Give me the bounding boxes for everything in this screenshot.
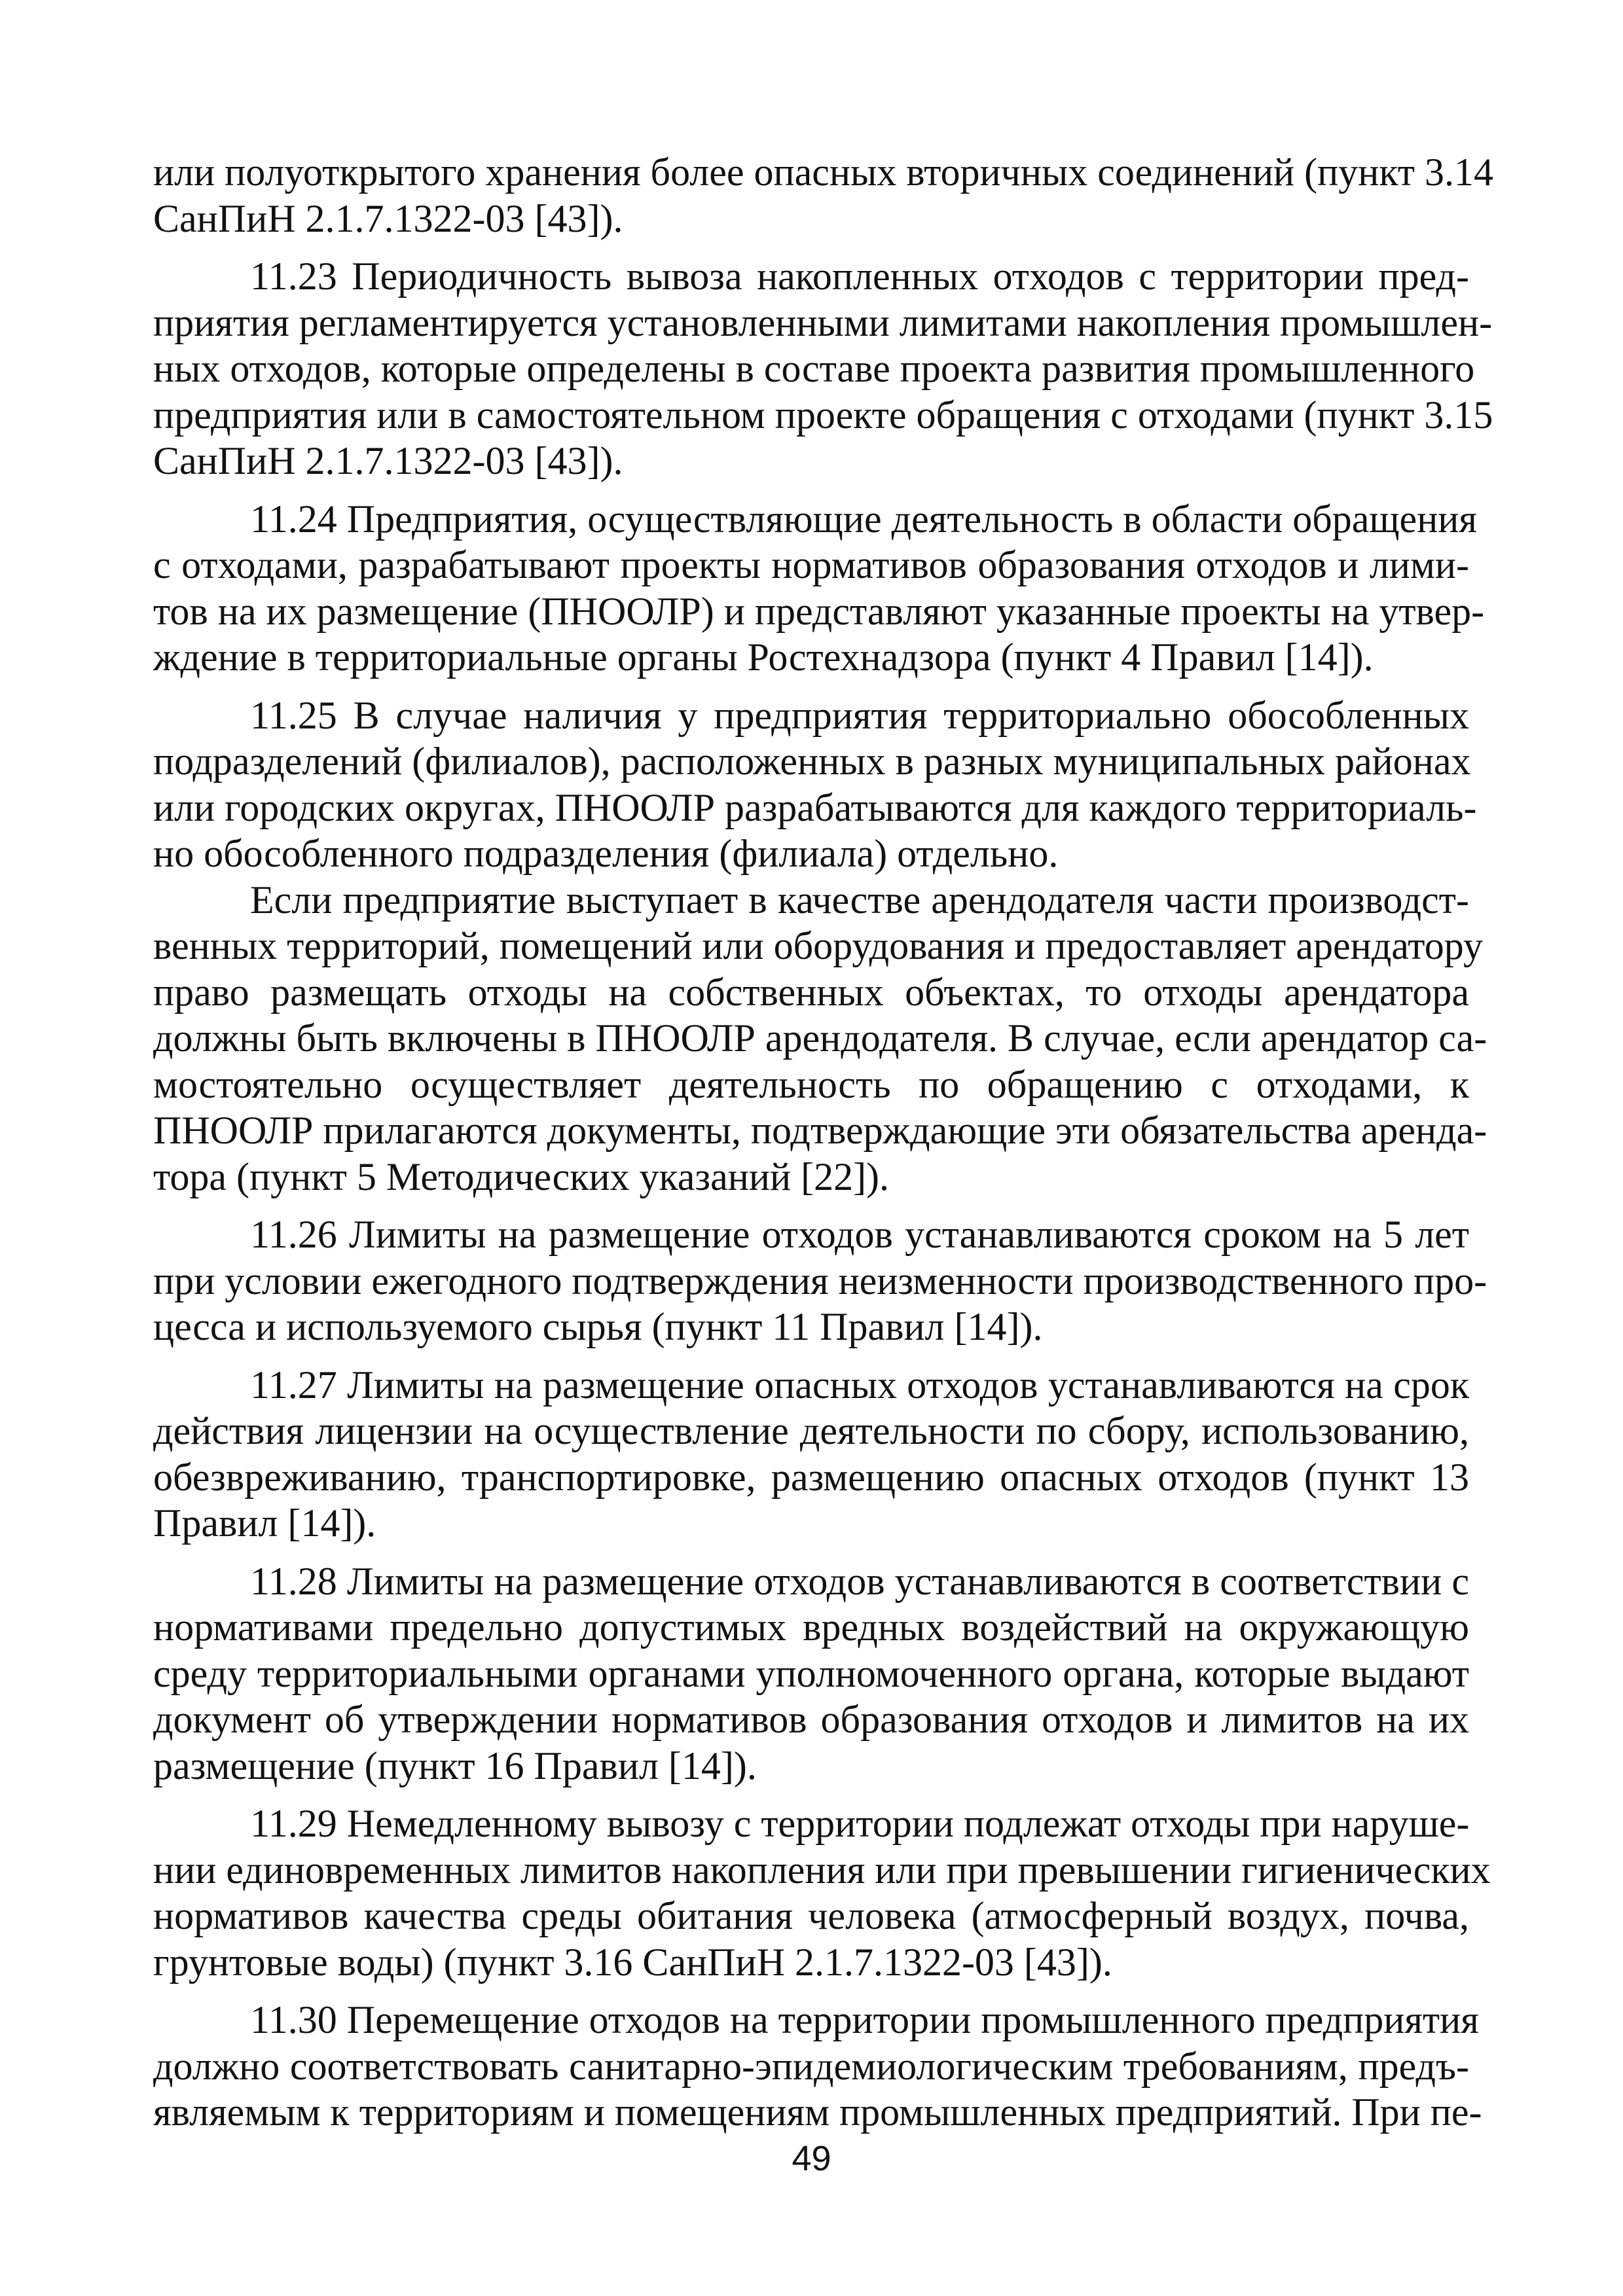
text-line: Если предприятие выступает в качестве арендодателя части производст- <box>250 878 1469 922</box>
text-line: цесса и используемого сырья (пункт 11 Правил [14]). <box>153 1305 1043 1348</box>
text-line: предприятия или в самостоятельном проекте обращения с отходами (пункт 3.15 <box>153 393 1493 437</box>
text-line: ных отходов, которые определены в составе проекта развития промышленного <box>153 347 1475 390</box>
text-line: нормативами предельно допустимых вредных воздействий на окружающую <box>153 1605 1469 1649</box>
text-line: при условии ежегодного подтверждения неизменности производственного про- <box>153 1259 1487 1302</box>
text-line: ждение в территориальные органы Ростехнадзора (пункт 4 Правил [14]). <box>153 636 1374 679</box>
text-line: размещение (пункт 16 Правил [14]). <box>153 1744 757 1787</box>
paragraph-11-25-continued <box>153 877 1487 1200</box>
text-line: 11.28 Лимиты на размещение отходов устанавливаются в соответствии с <box>250 1559 1469 1603</box>
text-line: тора (пункт 5 Методических указаний [22]). <box>153 1155 890 1198</box>
text-line: должно соответствовать санитарно-эпидемиологическим требованиям, предъ- <box>153 2044 1469 2088</box>
text-line: или городских округах, ПНООЛР разрабатываются для каждого территориаль- <box>153 785 1477 829</box>
paragraph-11-30 <box>153 1997 1482 2136</box>
text-line: нии единовременных лимитов накопления или при превышении гигиенических <box>153 1848 1491 1892</box>
paragraph-11-23 <box>153 253 1493 484</box>
text-line: 11.23 Периодичность вывоза накопленных отходов с территории пред- <box>250 255 1469 298</box>
text-line: грунтовые воды) (пункт 3.16 СанПиН 2.1.7.1322-03 [43]). <box>153 1940 1112 1984</box>
paragraph-11-26 <box>153 1211 1487 1350</box>
paragraph-11-25 <box>153 692 1477 877</box>
text-line: подразделений (филиалов), расположенных в разных муниципальных районах <box>153 740 1471 783</box>
text-line: 11.29 Немедленному вывозу с территории подлежат отходы при наруше- <box>250 1802 1470 1845</box>
text-line: обезвреживанию, транспортировке, размещению опасных отходов (пункт 13 <box>153 1455 1469 1499</box>
paragraph-11-27 <box>153 1362 1469 1547</box>
text-line: 11.24 Предприятия, осуществляющие деятельность в области обращения <box>250 497 1478 541</box>
text-line: СанПиН 2.1.7.1322-03 [43]). <box>153 196 623 240</box>
text-line: действия лицензии на осуществление деятельности по сбору, использованию, <box>153 1409 1469 1452</box>
paragraph-11-28 <box>153 1558 1469 1789</box>
text-line: но обособленного подразделения (филиала) отдельно. <box>153 832 1059 875</box>
text-line: Правил [14]). <box>153 1501 376 1545</box>
text-line: тов на их размещение (ПНООЛР) и представляют указанные проекты на утвер- <box>153 589 1485 633</box>
paragraph-11-29 <box>153 1801 1491 1985</box>
paragraph-11-24 <box>153 496 1485 681</box>
text-line: с отходами, разрабатывают проекты нормативов образования отходов и лими- <box>153 543 1469 586</box>
text-line: ПНООЛР прилагаются документы, подтверждающие эти обязательства аренда- <box>153 1109 1487 1152</box>
text-line: венных территорий, помещений или оборудования и предоставляет арендатору <box>153 924 1483 967</box>
text-line: нормативов качества среды обитания человека (атмосферный воздух, почва, <box>153 1894 1469 1937</box>
paragraph-intro <box>153 149 1493 242</box>
document-body <box>153 149 1493 2136</box>
text-line: должны быть включены в ПНООЛР арендодателя. В случае, если арендатор са- <box>153 1016 1487 1060</box>
text-line: или полуоткрытого хранения более опасных вторичных соединений (пункт 3.14 <box>153 151 1493 194</box>
text-line: являемым к территориям и помещениям промышленных предприятий. При пе- <box>153 2090 1482 2134</box>
text-line: право размещать отходы на собственных объектах, то отходы арендатора <box>153 970 1469 1014</box>
text-line: мостоятельно осуществляет деятельность по обращению с отходами, к <box>153 1062 1469 1106</box>
text-line: СанПиН 2.1.7.1322-03 [43]). <box>153 439 623 482</box>
text-line: 11.25 В случае наличия у предприятия территориально обособленных <box>250 693 1469 737</box>
text-line: среду территориальными органами уполномоченного органа, которые выдают <box>153 1651 1469 1695</box>
text-line: 11.26 Лимиты на размещение отходов устанавливаются сроком на 5 лет <box>250 1213 1469 1256</box>
text-line: приятия регламентируется установленными лимитами накопления промышлен- <box>153 300 1493 344</box>
page-number: 49 <box>792 2139 831 2178</box>
text-line: 11.30 Перемещение отходов на территории промышленного предприятия <box>250 1998 1479 2041</box>
text-line: 11.27 Лимиты на размещение опасных отходов устанавливаются на срок <box>250 1363 1469 1407</box>
text-line: документ об утверждении нормативов образования отходов и лимитов на их <box>153 1698 1469 1741</box>
